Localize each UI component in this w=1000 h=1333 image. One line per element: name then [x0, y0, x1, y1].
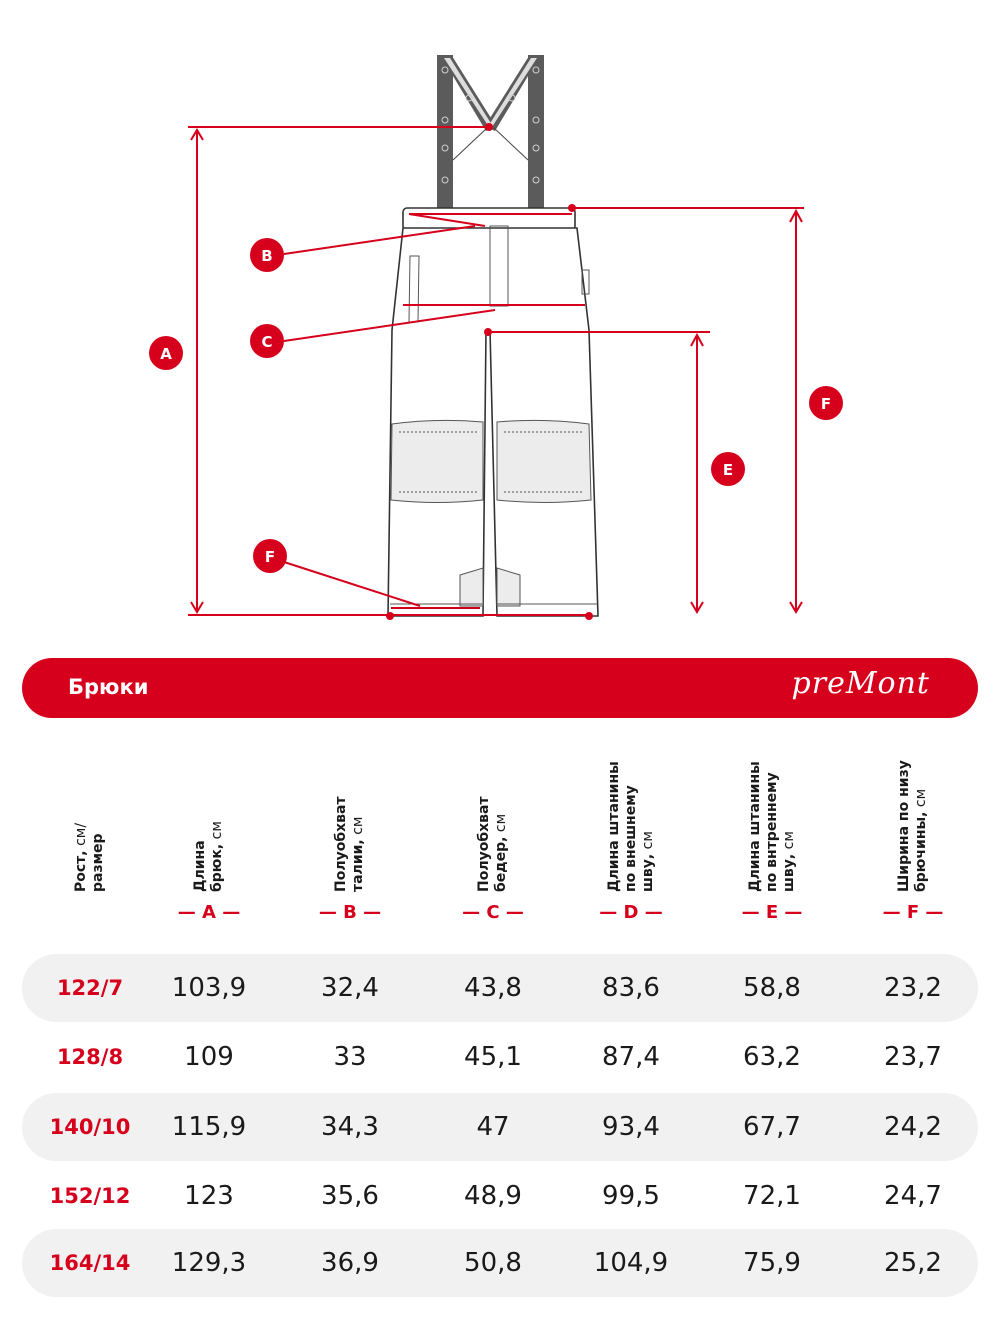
value-cell: 24,2: [884, 1112, 942, 1142]
badge-f-right: [809, 386, 843, 420]
badge-c: [250, 324, 284, 358]
header-line: Ширина по низу: [896, 760, 912, 892]
value-cell: 99,5: [602, 1181, 660, 1211]
table-row: [22, 954, 978, 1022]
size-cell: 122/7: [56, 976, 124, 1000]
badge-e: [711, 452, 745, 486]
table-row: [22, 1229, 978, 1297]
column-letter: — F —: [882, 902, 944, 923]
header-line: Длина: [192, 840, 208, 892]
header-line: шву, см: [780, 831, 797, 892]
size-cell: 164/14: [49, 1251, 131, 1275]
header-line: по внешнему: [622, 785, 639, 892]
svg-text:C: C: [261, 333, 273, 351]
value-cell: 83,6: [602, 973, 660, 1003]
pants-measurement-diagram: [0, 0, 1000, 640]
header-unit: см: [493, 813, 509, 837]
svg-text:A: A: [160, 345, 172, 363]
value-cell: 58,8: [743, 973, 801, 1003]
column-letter: — B —: [318, 902, 382, 923]
value-cell: 103,9: [171, 973, 247, 1003]
header-line: Длина штанины: [605, 761, 622, 892]
header-line: Полуобхват: [476, 796, 492, 892]
value-cell: 47: [476, 1112, 510, 1142]
column-header: [192, 742, 226, 892]
banner-title: Брюки: [68, 675, 149, 699]
header-line: Длина штанины: [746, 761, 763, 892]
header-line: брючины, см: [913, 788, 929, 892]
header-unit: см: [780, 831, 797, 854]
column-letter: — E —: [741, 902, 803, 923]
value-cell: 87,4: [602, 1042, 660, 1072]
badge-b: [250, 238, 284, 272]
header-line: шву, см: [639, 831, 656, 892]
value-cell: 36,9: [321, 1248, 379, 1278]
value-cell: 45,1: [464, 1042, 522, 1072]
header-unit: см: [913, 788, 929, 812]
value-cell: 104,9: [593, 1248, 669, 1278]
value-cell: 115,9: [171, 1112, 247, 1142]
header-line: талии, см: [350, 816, 366, 892]
value-cell: 93,4: [602, 1112, 660, 1142]
value-cell: 25,2: [884, 1248, 942, 1278]
header-line: по внтреннему: [763, 772, 780, 892]
value-cell: 34,3: [321, 1112, 379, 1142]
pants-outline: [388, 208, 598, 616]
header-unit: см: [209, 821, 225, 844]
header-unit: см: [639, 831, 656, 854]
column-letter: — A —: [177, 902, 241, 923]
table-row: [22, 1162, 978, 1230]
header-unit: см/: [73, 822, 89, 851]
suspenders: [437, 55, 544, 210]
svg-text:E: E: [722, 461, 734, 479]
column-header: [747, 742, 798, 892]
value-cell: 63,2: [743, 1042, 801, 1072]
size-cell: 140/10: [49, 1115, 131, 1139]
size-cell: 128/8: [56, 1045, 124, 1069]
badge-a: [149, 336, 183, 370]
value-cell: 75,9: [743, 1248, 801, 1278]
column-letter: — D —: [599, 902, 663, 923]
value-cell: 123: [184, 1181, 234, 1211]
value-cell: 129,3: [171, 1248, 247, 1278]
column-header: [606, 742, 657, 892]
value-cell: 33: [333, 1042, 367, 1072]
value-cell: 48,9: [464, 1181, 522, 1211]
title-banner: [22, 658, 978, 718]
header-line: брюк, см: [209, 821, 225, 892]
header-line: бедер, см: [493, 813, 509, 892]
header-line: Рост, см/: [73, 822, 89, 892]
value-cell: 43,8: [464, 973, 522, 1003]
header-line: размер: [90, 833, 106, 892]
value-cell: 35,6: [321, 1181, 379, 1211]
column-header: [476, 742, 510, 892]
value-cell: 23,7: [884, 1042, 942, 1072]
brand-logo: preMont: [791, 666, 930, 701]
header-line: Полуобхват: [333, 796, 349, 892]
value-cell: 23,2: [884, 973, 942, 1003]
value-cell: 72,1: [743, 1181, 801, 1211]
value-cell: 109: [184, 1042, 234, 1072]
column-header: [896, 742, 930, 892]
svg-text:F: F: [264, 548, 276, 566]
column-header: [333, 742, 367, 892]
svg-text:F: F: [820, 395, 832, 413]
table-row: [22, 1093, 978, 1161]
value-cell: 32,4: [321, 973, 379, 1003]
size-cell: 152/12: [49, 1184, 131, 1208]
column-header: [73, 742, 107, 892]
header-unit: см: [350, 816, 366, 840]
value-cell: 24,7: [884, 1181, 942, 1211]
value-cell: 50,8: [464, 1248, 522, 1278]
value-cell: 67,7: [743, 1112, 801, 1142]
column-letter: — C —: [462, 902, 524, 923]
svg-text:B: B: [261, 247, 273, 265]
table-row: [22, 1023, 978, 1091]
badge-f-left: [253, 539, 287, 573]
